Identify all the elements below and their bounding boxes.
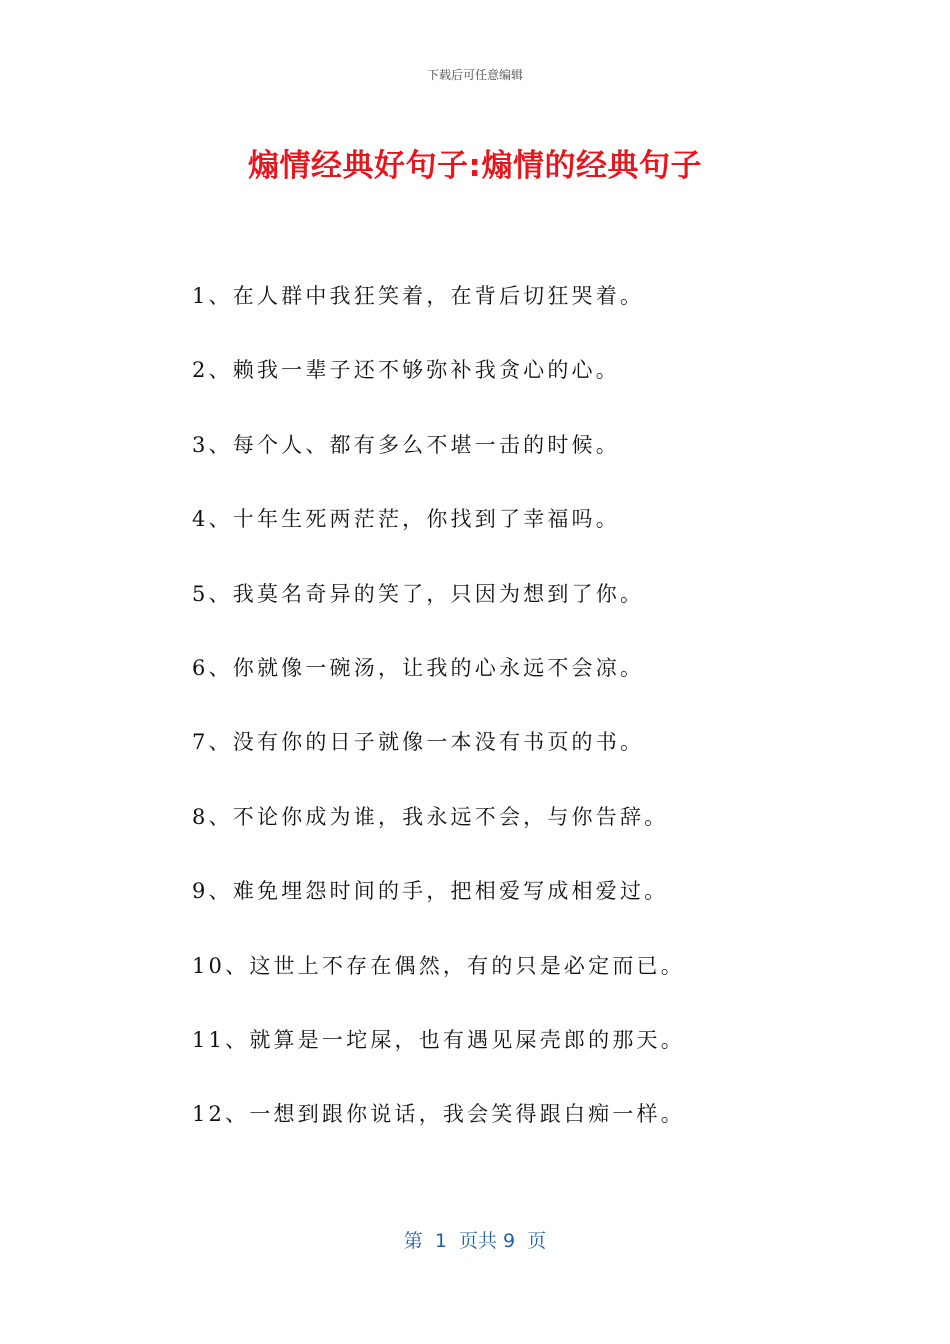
list-item: 9、难免埋怨时间的手，把相爱写成相爱过。 [192,879,669,904]
list-item: 7、没有你的日子就像一本没有书页的书。 [192,730,645,755]
list-item: 12、一想到跟你说话，我会笑得跟白痴一样。 [192,1102,685,1127]
page-footer: 第 1 页共 9 页 [403,1230,547,1252]
page-title: 煽情经典好句子:煽情的经典句子 [248,148,702,184]
list-item: 5、我莫名奇异的笑了，只因为想到了你。 [192,581,645,606]
list-item: 6、你就像一碗汤，让我的心永远不会凉。 [192,655,645,680]
list-item: 10、这世上不存在偶然，有的只是必定而已。 [192,953,685,978]
sentence-list [192,278,685,1171]
list-item: 11、就算是一坨屎，也有遇见屎壳郎的那天。 [192,1027,685,1052]
header-note: 下载后可任意编辑 [426,68,523,82]
list-item: 2、赖我一辈子还不够弥补我贪心的心。 [192,358,620,383]
list-item: 4、十年生死两茫茫，你找到了幸福吗。 [192,507,620,532]
list-item: 8、不论你成为谁，我永远不会，与你告辞。 [192,804,669,829]
list-item: 3、每个人、都有多么不堪一击的时候。 [192,432,620,457]
list-item: 1、在人群中我狂笑着，在背后切狂哭着。 [192,284,645,308]
